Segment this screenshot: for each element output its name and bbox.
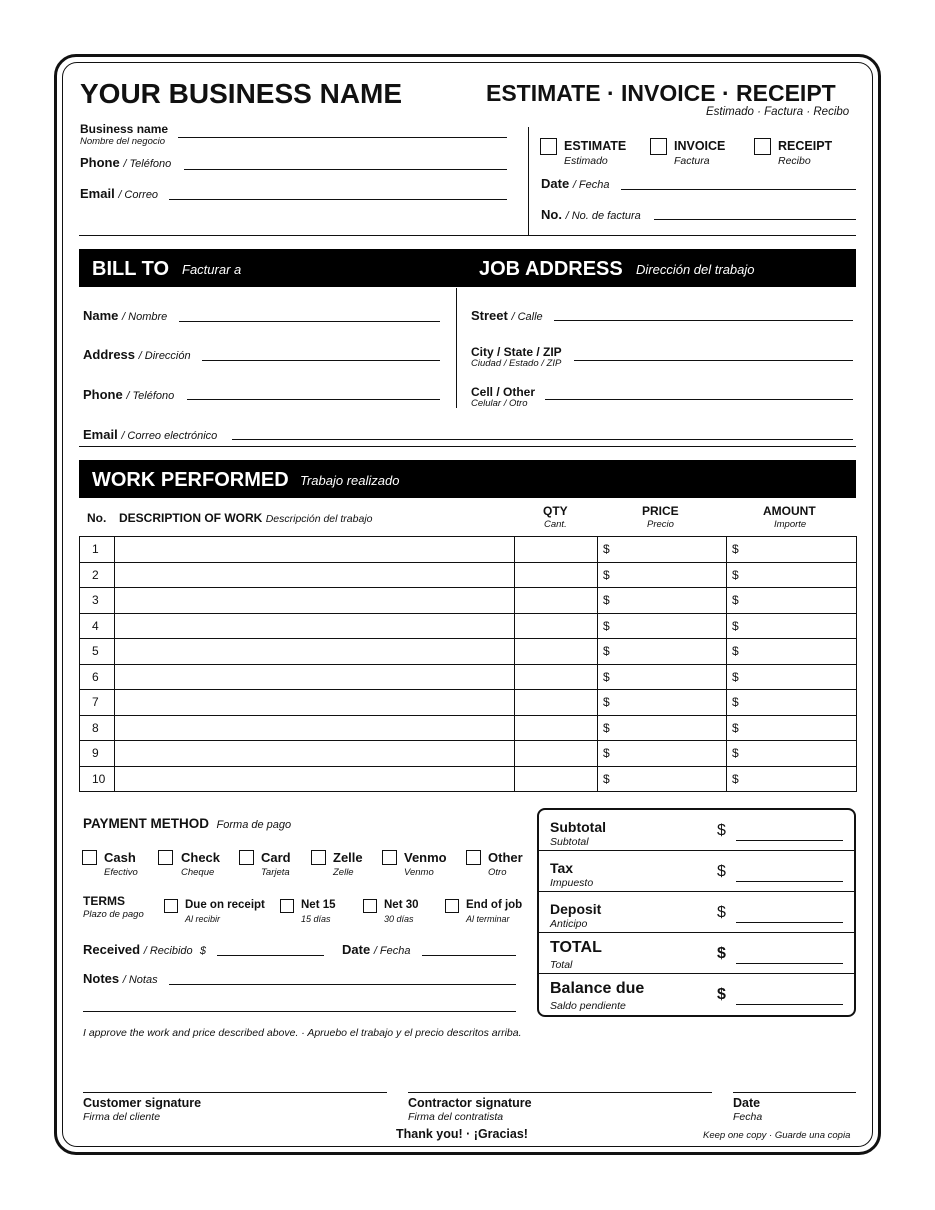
row-number: 10 xyxy=(80,766,115,792)
description-cell[interactable] xyxy=(115,562,515,588)
cash-sub: Efectivo xyxy=(104,867,138,878)
phone-field[interactable] xyxy=(184,169,507,170)
signature-date-sub: Fecha xyxy=(733,1111,763,1123)
price-cell[interactable]: $ xyxy=(598,639,727,665)
job-city-field[interactable] xyxy=(574,360,853,361)
net-15-label: Net 15 xyxy=(301,899,336,911)
business-name-field[interactable] xyxy=(178,137,507,138)
business-name-sub: Nombre del negocio xyxy=(80,136,166,147)
qty-cell[interactable] xyxy=(515,690,598,716)
job-address-sub: Dirección del trabajo xyxy=(636,262,755,277)
price-cell[interactable]: $ xyxy=(598,588,727,614)
job-cell-sub: Celular / Otro xyxy=(471,398,528,409)
net-30-sub: 30 días xyxy=(384,914,414,924)
table-row xyxy=(80,639,857,665)
venmo-sub: Venmo xyxy=(404,867,434,878)
price-cell[interactable]: $ xyxy=(598,766,727,792)
net-15-sub: 15 días xyxy=(301,914,331,924)
zelle-sub: Zelle xyxy=(333,867,354,878)
amount-cell[interactable]: $ xyxy=(727,766,857,792)
qty-cell[interactable] xyxy=(515,537,598,563)
invoice-no-field[interactable] xyxy=(654,219,856,220)
total-sub: Total xyxy=(550,959,573,971)
payment-header: PAYMENT METHOD Forma de pago xyxy=(83,816,292,831)
qty-cell[interactable] xyxy=(515,664,598,690)
estimate-sub: Estimado xyxy=(564,155,608,167)
thanks-text: Thank you! · ¡Gracias! xyxy=(396,1127,528,1141)
date-field[interactable] xyxy=(621,189,856,190)
table-row xyxy=(80,690,857,716)
bill-name-field[interactable] xyxy=(179,321,440,322)
email-label: Email / Correo xyxy=(80,186,159,201)
description-cell[interactable] xyxy=(115,613,515,639)
deposit-row xyxy=(539,892,854,933)
contractor-signature-label: Contractor signature xyxy=(408,1096,532,1110)
bill-job-divider xyxy=(456,288,457,408)
col-price-header: PRICE xyxy=(642,504,679,518)
qty-cell[interactable] xyxy=(515,639,598,665)
description-cell[interactable] xyxy=(115,766,515,792)
end-of-job-checkbox[interactable] xyxy=(445,899,459,913)
date-label: Date / Fecha xyxy=(541,176,610,191)
amount-cell[interactable]: $ xyxy=(727,664,857,690)
signature-date-line[interactable] xyxy=(733,1092,856,1093)
bill-to-title: BILL TO xyxy=(92,258,170,280)
email-field[interactable] xyxy=(169,199,507,200)
description-cell[interactable] xyxy=(115,690,515,716)
net-15-checkbox[interactable] xyxy=(280,899,294,913)
balance-due-sub: Saldo pendiente xyxy=(550,1000,626,1012)
col-price-sub: Precio xyxy=(647,519,674,530)
table-row xyxy=(80,588,857,614)
zelle-checkbox[interactable] xyxy=(311,850,326,865)
qty-cell[interactable] xyxy=(515,715,598,741)
row-number: 3 xyxy=(80,588,115,614)
bill-name-label: Name / Nombre xyxy=(83,308,168,323)
job-address-title: JOB ADDRESS xyxy=(479,258,623,280)
description-cell[interactable] xyxy=(115,741,515,767)
job-city-sub: Ciudad / Estado / ZIP xyxy=(471,358,562,369)
amount-cell[interactable]: $ xyxy=(727,613,857,639)
contractor-signature-line[interactable] xyxy=(408,1092,712,1093)
customer-signature-label: Customer signature xyxy=(83,1096,202,1110)
table-row xyxy=(80,562,857,588)
balance-due-label: Balance due xyxy=(550,980,645,997)
row-number: 5 xyxy=(80,639,115,665)
amount-cell[interactable]: $ xyxy=(727,715,857,741)
table-row xyxy=(80,715,857,741)
col-qty-header: QTY xyxy=(543,504,568,518)
amount-cell[interactable]: $ xyxy=(727,639,857,665)
customer-signature-sub: Firma del cliente xyxy=(83,1111,161,1123)
price-cell[interactable]: $ xyxy=(598,715,727,741)
terms-label: TERMS xyxy=(83,894,125,908)
received-label: Received / Recibido $ xyxy=(83,942,206,957)
row-number: 2 xyxy=(80,562,115,588)
terms-sub: Plazo de pago xyxy=(83,909,144,920)
table-row xyxy=(80,741,857,767)
received-field[interactable] xyxy=(217,955,324,956)
amount-cell[interactable]: $ xyxy=(727,690,857,716)
invoice-no-label: No. / No. de factura xyxy=(541,207,641,222)
due-on-receipt-sub: Al recibir xyxy=(185,914,221,924)
price-cell[interactable]: $ xyxy=(598,613,727,639)
card-checkbox[interactable] xyxy=(239,850,254,865)
header-bottom-rule xyxy=(79,235,856,236)
invoice-checkbox[interactable] xyxy=(650,138,667,155)
other-label: Other xyxy=(488,850,523,865)
tax-label: Tax xyxy=(550,860,574,876)
job-street-label: Street / Calle xyxy=(471,308,543,323)
row-number: 8 xyxy=(80,715,115,741)
keep-copy-text: Keep one copy · Guarde una copia xyxy=(703,1130,851,1141)
other-sub: Otro xyxy=(488,867,507,878)
end-of-job-sub: Al terminar xyxy=(466,914,510,924)
qty-cell[interactable] xyxy=(515,588,598,614)
receipt-sub: Recibo xyxy=(778,155,811,167)
zelle-label: Zelle xyxy=(333,850,363,865)
contractor-signature-sub: Firma del contratista xyxy=(408,1111,504,1123)
price-cell[interactable]: $ xyxy=(598,741,727,767)
description-cell[interactable] xyxy=(115,664,515,690)
price-cell[interactable]: $ xyxy=(598,562,727,588)
estimate-label: ESTIMATE xyxy=(564,139,627,153)
bill-bottom-rule xyxy=(79,446,856,447)
table-row xyxy=(80,537,857,563)
bill-to-sub: Facturar a xyxy=(182,262,242,277)
row-number: 9 xyxy=(80,741,115,767)
notes-label: Notes / Notas xyxy=(83,971,158,986)
qty-cell[interactable] xyxy=(515,562,598,588)
tax-currency: $ xyxy=(717,863,726,880)
balance-due-field[interactable] xyxy=(736,1004,843,1005)
job-cell-field[interactable] xyxy=(545,399,853,400)
bill-email-label: Email / Correo electrónico xyxy=(83,427,218,442)
subtotal-field[interactable] xyxy=(736,840,843,841)
bill-address-field[interactable] xyxy=(202,360,440,361)
check-checkbox[interactable] xyxy=(158,850,173,865)
bill-phone-label: Phone / Teléfono xyxy=(83,387,175,402)
net-30-checkbox[interactable] xyxy=(363,899,377,913)
amount-cell[interactable]: $ xyxy=(727,562,857,588)
payment-date-field[interactable] xyxy=(422,955,516,956)
invoice-sub: Factura xyxy=(674,155,710,167)
total-field[interactable] xyxy=(736,963,843,964)
description-cell[interactable] xyxy=(115,715,515,741)
qty-cell[interactable] xyxy=(515,613,598,639)
deposit-currency: $ xyxy=(717,904,726,921)
price-cell[interactable]: $ xyxy=(598,690,727,716)
description-cell[interactable] xyxy=(115,639,515,665)
subtotal-row xyxy=(539,810,854,851)
col-amount-sub: Importe xyxy=(774,519,807,530)
col-desc-header: DESCRIPTION OF WORK Descripción del trabajo xyxy=(119,511,373,525)
total-label: TOTAL xyxy=(550,939,602,956)
col-amount-header: AMOUNT xyxy=(763,504,816,518)
card-sub: Tarjeta xyxy=(261,867,290,878)
work-title: WORK PERFORMED xyxy=(92,469,289,491)
check-sub: Cheque xyxy=(181,867,215,878)
payment-date-label: Date / Fecha xyxy=(342,942,411,957)
qty-cell[interactable] xyxy=(515,741,598,767)
balance-due-row xyxy=(539,974,854,1015)
table-row xyxy=(80,766,857,792)
col-no-header: No. xyxy=(87,511,107,525)
job-city-label: City / State / ZIP xyxy=(471,345,562,359)
price-cell[interactable]: $ xyxy=(598,537,727,563)
end-of-job-label: End of job xyxy=(466,899,523,911)
cash-label: Cash xyxy=(104,850,136,865)
notes-field-2[interactable] xyxy=(83,1011,516,1012)
description-cell[interactable] xyxy=(115,537,515,563)
totals-box xyxy=(537,808,856,1017)
amount-cell[interactable]: $ xyxy=(727,741,857,767)
tax-field[interactable] xyxy=(736,881,843,882)
tax-sub: Impuesto xyxy=(550,877,594,889)
deposit-label: Deposit xyxy=(550,901,602,917)
business-name-label: Business name xyxy=(80,122,169,136)
doc-subtitle: Estimado · Factura · Recibo xyxy=(706,106,850,118)
deposit-sub: Anticipo xyxy=(550,918,588,930)
header-divider xyxy=(528,127,529,235)
phone-label: Phone / Teléfono xyxy=(80,155,172,170)
signature-date-label: Date xyxy=(733,1096,761,1110)
bill-address-label: Address / Dirección xyxy=(83,347,191,362)
due-on-receipt-checkbox[interactable] xyxy=(164,899,178,913)
other-checkbox[interactable] xyxy=(466,850,481,865)
work-sub: Trabajo realizado xyxy=(300,473,400,488)
bill-email-field[interactable] xyxy=(232,439,853,440)
col-qty-sub: Cant. xyxy=(544,519,567,530)
bill-phone-field[interactable] xyxy=(187,399,440,400)
amount-cell[interactable]: $ xyxy=(727,537,857,563)
customer-signature-line[interactable] xyxy=(83,1092,387,1093)
net-30-label: Net 30 xyxy=(384,899,419,911)
estimate-checkbox[interactable] xyxy=(540,138,557,155)
cash-checkbox[interactable] xyxy=(82,850,97,865)
receipt-checkbox[interactable] xyxy=(754,138,771,155)
receipt-label: RECEIPT xyxy=(778,139,833,153)
table-row xyxy=(80,613,857,639)
check-label: Check xyxy=(181,850,221,865)
invoice-label: INVOICE xyxy=(674,139,726,153)
description-cell[interactable] xyxy=(115,588,515,614)
total-currency: $ xyxy=(717,945,726,962)
row-number: 7 xyxy=(80,690,115,716)
doc-title: ESTIMATE · INVOICE · RECEIPT xyxy=(486,80,836,106)
deposit-field[interactable] xyxy=(736,922,843,923)
job-street-field[interactable] xyxy=(554,320,853,321)
due-on-receipt-label: Due on receipt xyxy=(185,899,265,911)
venmo-checkbox[interactable] xyxy=(382,850,397,865)
row-number: 4 xyxy=(80,613,115,639)
subtotal-currency: $ xyxy=(717,822,726,839)
tax-row xyxy=(539,851,854,892)
notes-field-1[interactable] xyxy=(169,984,516,985)
job-cell-label: Cell / Other xyxy=(471,385,536,399)
approval-text: I approve the work and price described above. · Apruebo el trabajo y el precio descritos arriba. xyxy=(83,1027,522,1039)
subtotal-sub: Subtotal xyxy=(550,836,589,848)
row-number: 1 xyxy=(80,537,115,563)
balance-due-currency: $ xyxy=(717,986,726,1003)
venmo-label: Venmo xyxy=(404,850,447,865)
price-cell[interactable]: $ xyxy=(598,664,727,690)
qty-cell[interactable] xyxy=(515,766,598,792)
amount-cell[interactable]: $ xyxy=(727,588,857,614)
table-row xyxy=(80,664,857,690)
total-row xyxy=(539,933,854,974)
business-title: YOUR BUSINESS NAME xyxy=(80,78,403,109)
work-table xyxy=(79,536,857,792)
card-label: Card xyxy=(261,850,291,865)
row-number: 6 xyxy=(80,664,115,690)
subtotal-label: Subtotal xyxy=(550,819,606,835)
